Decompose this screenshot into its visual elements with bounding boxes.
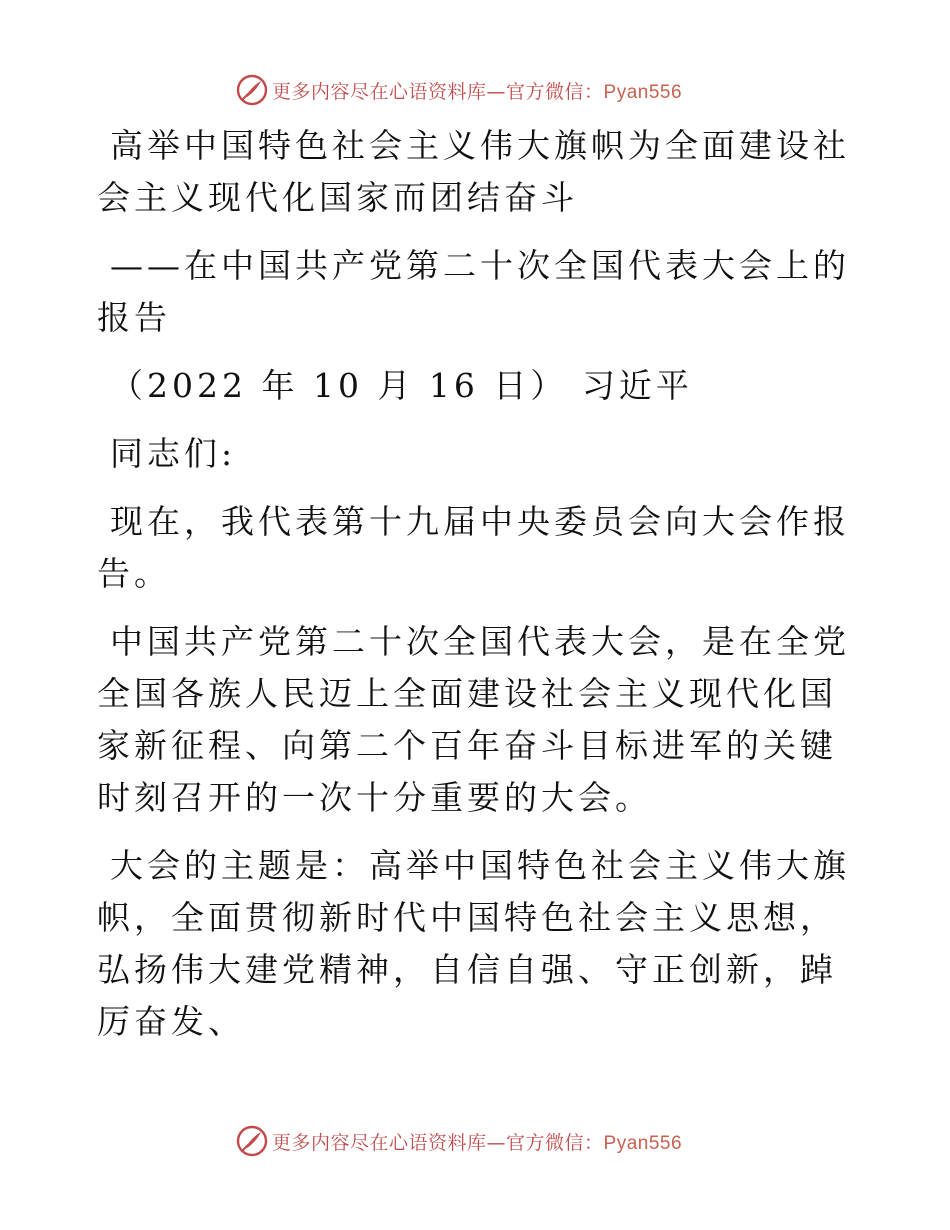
watermark-text xyxy=(272,77,682,104)
header-watermark xyxy=(236,73,682,107)
document-subtitle: ——在中国共产党第二十次全国代表大会上的报告 xyxy=(97,246,850,337)
paragraph-2: 中国共产党第二十次全国代表大会，是在全党全国各族人民迈上全面建设社会主义现代化国家新征程、向第二个百年奋斗目标进军的关键时刻召开的一次十分重要的大会。 xyxy=(97,622,850,817)
document-body xyxy=(97,120,857,1064)
watermark-separator: — xyxy=(486,80,507,103)
watermark-site-name: 更多内容尽在心语资料库 xyxy=(272,80,487,103)
watermark-separator: — xyxy=(486,1131,507,1154)
salutation: 同志们: xyxy=(110,434,237,473)
watermark-site-name: 更多内容尽在心语资料库 xyxy=(272,1131,487,1154)
document-title: 高举中国特色社会主义伟大旗帜为全面建设社会主义现代化国家而团结奋斗 xyxy=(97,126,850,217)
watermark-wechat-id: Pyan556 xyxy=(603,81,683,103)
feather-pen-logo-icon xyxy=(236,1125,268,1157)
paragraph-3: 大会的主题是：高举中国特色社会主义伟大旗帜，全面贯彻新时代中国特色社会主义思想，弘扬伟大建党精神，自信自强、守正创新，踔厉奋发、 xyxy=(97,846,850,1041)
watermark-text xyxy=(272,1128,682,1155)
footer-watermark xyxy=(236,1124,682,1158)
watermark-wechat-label: 官方微信： xyxy=(506,1131,604,1154)
document-date-author: （2022 年 10 月 16 日） 习近平 xyxy=(110,366,693,405)
watermark-wechat-label: 官方微信： xyxy=(506,80,604,103)
feather-pen-logo-icon xyxy=(236,74,268,106)
watermark-wechat-id: Pyan556 xyxy=(603,1132,683,1154)
paragraph-1: 现在，我代表第十九届中央委员会向大会作报告。 xyxy=(97,502,850,593)
